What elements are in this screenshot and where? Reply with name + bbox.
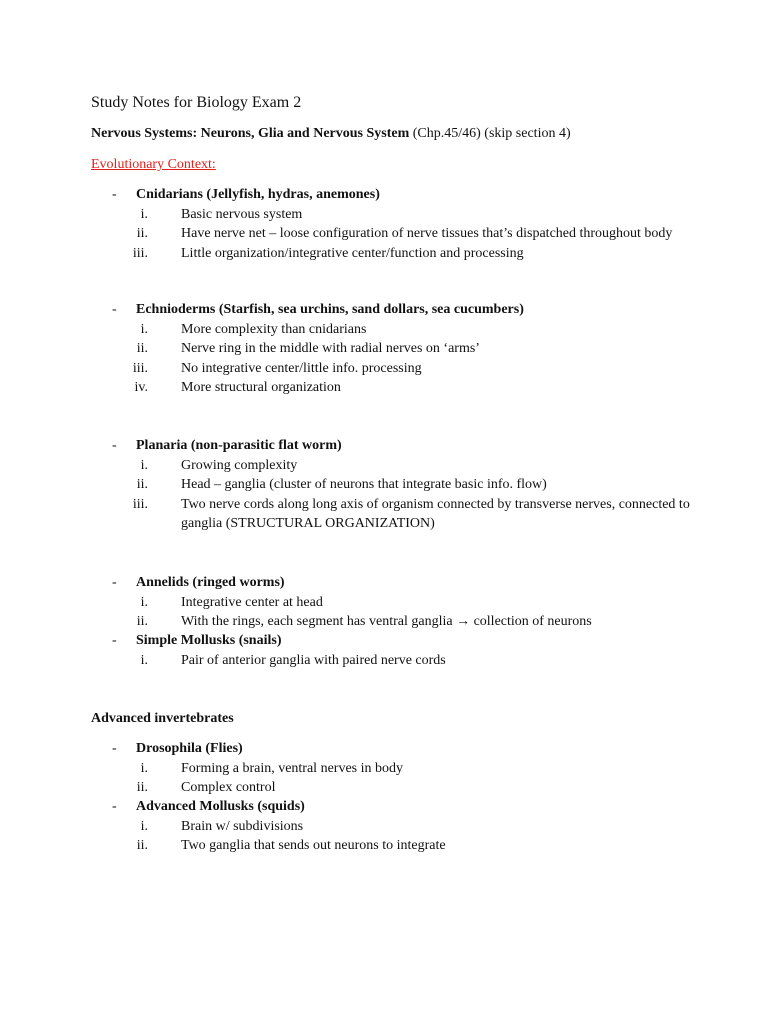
item-number: iii.: [132, 245, 148, 261]
group-label: Annelids (ringed worms): [136, 575, 285, 590]
list-item: [0, 836, 768, 856]
item-number: i.: [140, 457, 148, 473]
item-text: Complex control: [181, 780, 276, 795]
item-number: ii.: [136, 226, 148, 241]
item-text: Have nerve net – loose configuration of nerve tissues that’s dispatched throughout body: [181, 226, 673, 241]
evolutionary-context-heading: Evolutionary Context:: [91, 157, 216, 172]
item-number: i.: [140, 760, 148, 776]
list-group-planaria: [0, 436, 768, 534]
item-text: Integrative center at head: [181, 594, 323, 610]
group-label: Advanced Mollusks (squids): [136, 799, 305, 814]
group-heading: [0, 573, 768, 593]
item-text: With the rings, each segment has ventral ganglia → collection of neurons: [181, 614, 592, 629]
list-item: [0, 339, 768, 359]
list-group-annelids: [0, 573, 768, 632]
list-group-cnidarians: [0, 185, 768, 263]
item-text: More structural organization: [181, 380, 341, 395]
group-label: Echnioderms (Starfish, sea urchins, sand dollars, sea cucumbers): [136, 302, 524, 317]
group-label: Planaria (non-parasitic flat worm): [136, 438, 342, 453]
list-item: [0, 475, 768, 495]
list-group-drosophila: [0, 739, 768, 798]
item-text: Pair of anterior ganglia with paired nerve cords: [181, 652, 446, 668]
item-number: ii.: [136, 477, 148, 492]
list-item: [0, 205, 768, 225]
group-label: Drosophila (Flies): [136, 741, 243, 756]
item-number: i.: [140, 321, 148, 337]
item-text: Head – ganglia (cluster of neurons that integrate basic info. flow): [181, 477, 547, 492]
group-heading: [0, 797, 768, 817]
item-number: iii.: [132, 360, 148, 376]
list-item: [0, 593, 768, 613]
item-text: Little organization/integrative center/function and processing: [181, 245, 524, 261]
bullet-dash: -: [112, 187, 117, 202]
group-label: Simple Mollusks (snails): [136, 633, 282, 648]
item-text: Forming a brain, ventral nerves in body: [181, 760, 404, 776]
item-number: i.: [140, 594, 148, 610]
item-number: ii.: [136, 614, 148, 629]
group-heading: [0, 631, 768, 651]
bullet-dash: -: [112, 741, 117, 756]
list-item: [0, 224, 768, 244]
list-item: [0, 244, 768, 264]
list-group-echnioderms: [0, 300, 768, 398]
item-text: More complexity than cnidarians: [181, 321, 367, 337]
item-number: iv.: [134, 380, 148, 395]
list-item: [0, 320, 768, 340]
group-label: Cnidarians (Jellyfish, hydras, anemones): [136, 187, 380, 202]
item-number: ii.: [136, 780, 148, 795]
list-item: [0, 651, 768, 671]
item-text: Growing complexity: [181, 457, 298, 473]
list-item: [0, 778, 768, 798]
bullet-dash: -: [112, 575, 117, 590]
item-number: iii.: [132, 496, 148, 512]
item-number: ii.: [136, 341, 148, 356]
bullet-dash: -: [112, 799, 117, 814]
item-text: Nerve ring in the middle with radial nerves on ‘arms’: [181, 341, 480, 356]
item-number: i.: [140, 206, 148, 222]
bullet-dash: -: [112, 302, 117, 317]
group-heading: [0, 185, 768, 205]
item-text: Basic nervous system: [181, 206, 303, 222]
list-item: [0, 495, 768, 534]
section-subtitle: [91, 125, 571, 143]
item-text: Two nerve cords along long axis of organism connected by transverse nerves, connected to ganglia (STRUCTURAL ORGANIZATION): [181, 496, 690, 531]
group-heading: [0, 739, 768, 759]
list-item: [0, 378, 768, 398]
list-item: [0, 456, 768, 476]
item-text: Two ganglia that sends out neurons to integrate: [181, 838, 446, 853]
group-heading: [0, 300, 768, 320]
list-item: [0, 359, 768, 379]
bullet-dash: -: [112, 438, 117, 453]
list-item: [0, 612, 768, 632]
item-number: i.: [140, 652, 148, 668]
list-group-simple-mollusks: [0, 631, 768, 670]
list-item: [0, 759, 768, 779]
bullet-dash: -: [112, 633, 117, 648]
list-item: [0, 817, 768, 837]
item-number: i.: [140, 818, 148, 834]
item-text: Brain w/ subdivisions: [181, 818, 304, 834]
group-heading: [0, 436, 768, 456]
item-text: No integrative center/little info. processing: [181, 360, 422, 376]
advanced-invertebrates-heading: Advanced invertebrates: [91, 711, 234, 726]
subtitle-bold: Nervous Systems: Neurons, Glia and Nervous System: [91, 126, 410, 141]
item-number: ii.: [136, 838, 148, 853]
document-title: Study Notes for Biology Exam 2: [91, 94, 302, 111]
subtitle-normal: (Chp.45/46) (skip section 4): [409, 126, 571, 141]
list-group-advanced-mollusks: [0, 797, 768, 856]
